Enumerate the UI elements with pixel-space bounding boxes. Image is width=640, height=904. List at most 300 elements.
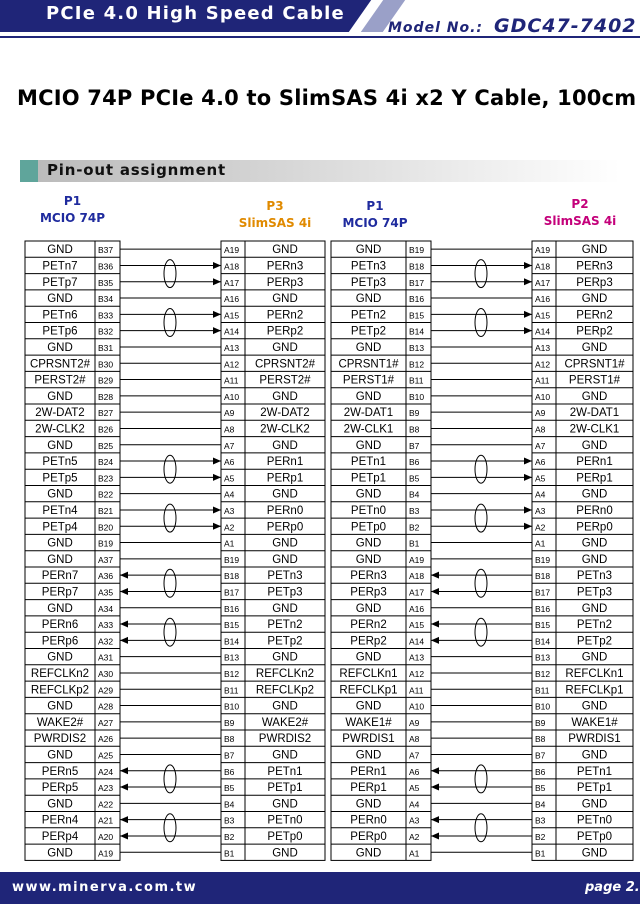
left-table-signal-right: PETp2 xyxy=(267,635,303,648)
left-table-signal-right: 2W-CLK2 xyxy=(260,423,310,436)
left-table-pin-right: B1 xyxy=(224,848,235,859)
left-table-signal-left: GND xyxy=(47,749,73,762)
left-table-signal-right: PERST2# xyxy=(259,374,311,387)
left-table-pin-left: A31 xyxy=(98,652,114,663)
right-table-signal-left: PERn3 xyxy=(350,570,387,583)
left-table-pin-left: B31 xyxy=(98,342,114,353)
left-table-signal-left: GND xyxy=(47,847,73,860)
left-table-pin-left: A33 xyxy=(98,620,114,631)
right-table-arrow-right xyxy=(524,327,532,334)
left-table-pin-right: B9 xyxy=(224,717,235,728)
p2-id: P2 xyxy=(571,197,589,211)
right-table-arrow-left xyxy=(431,767,439,774)
right-table-pin-left: A16 xyxy=(409,603,425,614)
right-table-signal-left: GND xyxy=(355,602,382,615)
left-table-signal-right: GND xyxy=(272,341,298,354)
right-table-pin-left: B9 xyxy=(409,408,420,419)
left-table-pin-right: A12 xyxy=(224,359,240,370)
right-table-signal-right: PERn0 xyxy=(576,504,613,517)
left-table-signal-left: GND xyxy=(47,700,73,713)
right-table-signal-right: GND xyxy=(581,488,608,501)
right-table-signal-left: GND xyxy=(355,488,382,501)
left-table-signal-right: GND xyxy=(272,244,298,257)
left-table-signal-left: GND xyxy=(47,244,73,257)
left-table-signal-right: GND xyxy=(272,537,298,550)
right-table-pin-right: B18 xyxy=(535,571,551,582)
right-table-pin-right: B13 xyxy=(535,652,551,663)
right-table-signal-right: PERST1# xyxy=(568,374,621,387)
left-table-pair-marker xyxy=(164,504,176,532)
left-table-signal-right: 2W-DAT2 xyxy=(260,407,310,420)
footer-url: www.minerva.com.tw xyxy=(12,880,198,895)
left-table-pin-right: A19 xyxy=(224,245,240,256)
right-table-signal-right: PERp0 xyxy=(576,521,613,534)
right-table-pin-left: A6 xyxy=(409,766,420,777)
right-table-pin-right: A3 xyxy=(535,505,546,516)
left-table-signal-right: PETp3 xyxy=(267,586,303,599)
left-table-pin-left: A20 xyxy=(98,831,114,842)
right-table-signal-left: PERn0 xyxy=(350,814,387,827)
left-table-signal-right: PERp1 xyxy=(266,472,304,485)
left-table-pair-marker xyxy=(164,618,176,646)
left-table-signal-left: GND xyxy=(47,488,73,501)
left-table-pin-left: B36 xyxy=(98,261,114,272)
left-table-pin-left: A30 xyxy=(98,668,114,679)
right-table-pin-left: A11 xyxy=(409,685,424,696)
right-table-signal-left: PETp0 xyxy=(350,521,387,534)
right-p1-id: P1 xyxy=(366,199,384,213)
left-table-pin-left: A22 xyxy=(98,799,114,810)
left-table-pin-right: A15 xyxy=(224,310,240,321)
right-p1-name: MCIO 74P xyxy=(342,216,408,230)
right-table-pin-right: B5 xyxy=(535,783,546,794)
right-table-signal-right: PERp3 xyxy=(576,276,613,289)
left-table-pin-left: A35 xyxy=(98,587,114,598)
right-table-pin-right: A7 xyxy=(535,440,546,451)
left-table-pin-right: A8 xyxy=(224,424,235,435)
right-table-signal-left: PERn1 xyxy=(350,765,387,778)
header-title: PCIe 4.0 High Speed Cable xyxy=(46,3,345,24)
right-table-arrow-left xyxy=(431,832,439,839)
right-table-signal-left: PERp1 xyxy=(350,782,387,795)
right-table-signal-right: PERn3 xyxy=(576,260,613,273)
left-table-pin-right: A6 xyxy=(224,457,235,468)
right-table-signal-left: PETn1 xyxy=(350,456,387,469)
left-table-pin-left: B33 xyxy=(98,310,114,321)
left-table-pin-left: A24 xyxy=(98,766,114,777)
right-table-signal-right: GND xyxy=(581,390,608,403)
model-number: GDC47-7402 xyxy=(494,15,637,37)
right-table-arrow-right xyxy=(524,458,532,465)
left-table-pin-right: B2 xyxy=(224,831,235,842)
left-table-pair-marker xyxy=(164,765,176,793)
right-table-signal-left: GND xyxy=(355,439,382,452)
left-table-pin-left: B34 xyxy=(98,294,114,305)
right-table-pin-left: B2 xyxy=(409,522,420,533)
left-table-signal-left: PERp6 xyxy=(41,635,79,648)
left-p1-name: MCIO 74P xyxy=(39,211,106,225)
left-table-signal-left: GND xyxy=(47,798,73,811)
right-table-pin-right: A4 xyxy=(535,489,546,500)
page-title: MCIO 74P PCIe 4.0 to SlimSAS 4i x2 Y Cable, 100cm xyxy=(17,86,637,110)
right-table-pin-right: B12 xyxy=(535,668,551,679)
right-table-arrow-right xyxy=(524,523,532,530)
right-table-pin-right: B2 xyxy=(535,831,546,842)
right-table-signal-right: REFCLKp1 xyxy=(565,684,624,697)
right-table-pin-right: B8 xyxy=(535,734,546,745)
right-table-signal-left: 2W-CLK1 xyxy=(343,423,394,436)
right-table-signal-left: PERn2 xyxy=(350,619,387,632)
left-table-signal-right: PERp0 xyxy=(266,521,304,534)
left-table-signal-right: REFCLKp2 xyxy=(255,684,315,697)
right-table-signal-right: 2W-DAT1 xyxy=(569,407,620,420)
left-table-signal-right: PWRDIS2 xyxy=(258,733,312,746)
right-table-pin-left: A15 xyxy=(409,620,425,631)
right-table-signal-left: GND xyxy=(355,798,382,811)
left-table-signal-right: PERn3 xyxy=(266,260,304,273)
right-table-pin-left: B4 xyxy=(409,489,420,500)
right-table-arrow-left xyxy=(431,816,439,823)
right-table-pin-left: B17 xyxy=(409,277,425,288)
left-table-pin-left: B24 xyxy=(98,457,114,468)
right-table-signal-right: PETp2 xyxy=(576,635,613,648)
model-label: Model No.: xyxy=(388,20,483,36)
left-table-pin-left: A19 xyxy=(98,848,114,859)
right-table-pin-left: A1 xyxy=(409,848,420,859)
left-table-signal-left: REFCLKn2 xyxy=(30,667,90,680)
left-table-signal-left: PETp5 xyxy=(42,472,78,485)
right-table-pin-right: B4 xyxy=(535,799,546,810)
right-table-pin-right: B16 xyxy=(535,603,551,614)
right-table-signal-right: WAKE1# xyxy=(571,716,618,729)
right-table-pin-left: B3 xyxy=(409,505,420,516)
left-table-signal-left: PERp7 xyxy=(41,586,79,599)
left-table-arrow-right xyxy=(213,262,221,269)
left-table-signal-left: PERp4 xyxy=(41,830,79,843)
left-table-pin-right: B5 xyxy=(224,783,235,794)
right-table-pin-right: B14 xyxy=(535,636,551,647)
right-table-signal-right: GND xyxy=(581,553,608,566)
left-table-arrow-right xyxy=(213,458,221,465)
right-table-pin-left: A8 xyxy=(409,734,420,745)
left-table-pin-right: A3 xyxy=(224,505,235,516)
right-table-pin-left: A5 xyxy=(409,783,420,794)
right-table-signal-right: PETp0 xyxy=(576,830,613,843)
right-table-pin-left: A7 xyxy=(409,750,420,761)
right-table-signal-right: PERp2 xyxy=(576,325,613,338)
left-table-pin-right: A5 xyxy=(224,473,235,484)
right-table-signal-right: GND xyxy=(581,651,608,664)
left-table-pin-right: B12 xyxy=(224,668,240,679)
right-table-signal-right: PERn1 xyxy=(576,456,613,469)
right-table-pin-left: B5 xyxy=(409,473,420,484)
left-table-pin-left: B27 xyxy=(98,408,114,419)
right-table-signal-left: PERp3 xyxy=(350,586,387,599)
right-table-signal-right: PERn2 xyxy=(576,309,613,322)
left-table-arrow-left xyxy=(120,588,128,595)
right-table-arrow-right xyxy=(524,506,532,513)
right-table-arrow-left xyxy=(431,637,439,644)
left-table-signal-right: GND xyxy=(272,847,298,860)
right-table-pin-right: A2 xyxy=(535,522,546,533)
right-table-signal-left: PERp0 xyxy=(350,830,387,843)
right-table-pin-left: A9 xyxy=(409,717,420,728)
left-table-pin-left: A28 xyxy=(98,701,114,712)
left-table-signal-left: PETp6 xyxy=(42,325,78,338)
left-table-pin-right: A9 xyxy=(224,408,235,419)
left-table-arrow-left xyxy=(120,784,128,791)
left-table-pin-right: B18 xyxy=(224,571,240,582)
right-table-pin-left: B14 xyxy=(409,326,425,337)
right-table-arrow-right xyxy=(524,474,532,481)
left-table-signal-left: PETp4 xyxy=(42,521,78,534)
right-table-signal-right: REFCLKn1 xyxy=(565,667,624,680)
left-table-pin-left: B29 xyxy=(98,375,114,386)
left-table-pin-left: B21 xyxy=(98,505,114,516)
left-table-pin-right: B15 xyxy=(224,620,240,631)
left-table-signal-left: GND xyxy=(47,651,73,664)
right-table-arrow-left xyxy=(431,572,439,579)
left-table-pin-left: B28 xyxy=(98,391,114,402)
right-table-signal-right: GND xyxy=(581,341,608,354)
left-table-signal-right: PERp2 xyxy=(266,325,304,338)
right-table-signal-left: PETn2 xyxy=(350,309,387,322)
right-table-signal-left: PETp2 xyxy=(350,325,387,338)
right-table-signal-left: CPRSNT1# xyxy=(338,358,399,371)
left-table-signal-left: PETp7 xyxy=(42,276,78,289)
left-table-pin-right: B17 xyxy=(224,587,240,598)
right-table-pin-right: A6 xyxy=(535,457,546,468)
left-table-signal-right: CPRSNT2# xyxy=(254,358,316,371)
right-table-pin-right: A19 xyxy=(535,245,551,256)
right-table-pair-marker xyxy=(475,765,487,793)
right-table-pin-right: B10 xyxy=(535,701,551,712)
right-table-arrow-right xyxy=(524,262,532,269)
right-table-pin-right: A16 xyxy=(535,294,551,305)
section-title: Pin-out assignment xyxy=(47,161,227,179)
left-table-signal-right: PETp1 xyxy=(267,782,303,795)
right-table-signal-left: REFCLKp1 xyxy=(339,684,398,697)
left-table-pin-right: B19 xyxy=(224,554,240,565)
right-table-signal-right: PWRDIS1 xyxy=(568,733,621,746)
right-table-signal-left: PERp2 xyxy=(350,635,387,648)
right-table-pin-left: A14 xyxy=(409,636,425,647)
left-table-pin-right: B6 xyxy=(224,766,235,777)
right-table-signal-right: GND xyxy=(581,537,608,550)
right-table-signal-left: GND xyxy=(355,293,382,306)
right-table-pair-marker xyxy=(475,618,487,646)
right-table-pin-right: A13 xyxy=(535,342,551,353)
p3-name: SlimSAS 4i xyxy=(238,216,312,230)
left-table-arrow-left xyxy=(120,767,128,774)
left-table-signal-left: GND xyxy=(47,553,73,566)
left-table-arrow-right xyxy=(213,474,221,481)
right-table-pin-right: A18 xyxy=(535,261,551,272)
right-table-signal-right: PETn1 xyxy=(576,765,613,778)
left-table-pin-right: A7 xyxy=(224,440,235,451)
left-table-pin-left: B23 xyxy=(98,473,114,484)
right-table-pin-left: B10 xyxy=(409,391,425,402)
right-table-pin-left: A18 xyxy=(409,571,425,582)
left-table-signal-left: CPRSNT2# xyxy=(29,358,91,371)
right-table-signal-left: GND xyxy=(355,341,382,354)
page-number: page 2. xyxy=(585,880,640,895)
left-table-arrow-left xyxy=(120,621,128,628)
right-table-pin-right: A8 xyxy=(535,424,546,435)
left-table-arrow-left xyxy=(120,832,128,839)
left-table-pin-right: A13 xyxy=(224,342,240,353)
right-table-pin-left: B19 xyxy=(409,245,425,256)
left-table-signal-left: PERn5 xyxy=(41,765,79,778)
right-table-pair-marker xyxy=(475,260,487,288)
left-table-pin-right: B8 xyxy=(224,734,235,745)
right-table-pin-right: A15 xyxy=(535,310,551,321)
right-table-pin-left: A3 xyxy=(409,815,420,826)
right-table-signal-left: WAKE1# xyxy=(345,716,392,729)
right-table-pin-right: B11 xyxy=(535,685,550,696)
left-table-pin-left: B20 xyxy=(98,522,114,533)
left-table-arrow-right xyxy=(213,523,221,530)
right-table-signal-right: PETn2 xyxy=(576,619,613,632)
left-table-pin-left: B25 xyxy=(98,440,114,451)
left-table-signal-right: GND xyxy=(272,293,298,306)
right-table-signal-left: GND xyxy=(355,700,382,713)
right-table-arrow-right xyxy=(524,278,532,285)
right-table-pin-left: A2 xyxy=(409,831,420,842)
left-table-pin-right: A16 xyxy=(224,294,240,305)
right-table-pair-marker xyxy=(475,309,487,337)
left-table-signal-right: WAKE2# xyxy=(261,716,309,729)
left-table-signal-left: GND xyxy=(47,602,73,615)
left-table-pin-left: A25 xyxy=(98,750,114,761)
left-table-arrow-left xyxy=(120,572,128,579)
left-table-pin-left: B19 xyxy=(98,538,114,549)
left-table-signal-left: PETn5 xyxy=(42,456,78,469)
left-table-pin-left: B30 xyxy=(98,359,114,370)
right-table-pin-left: B18 xyxy=(409,261,425,272)
right-table-signal-right: PETn0 xyxy=(576,814,613,827)
left-table-signal-right: PETn0 xyxy=(267,814,303,827)
left-table-signal-right: GND xyxy=(272,651,298,664)
left-table-arrow-right xyxy=(213,506,221,513)
left-table-signal-right: PERp3 xyxy=(266,276,304,289)
left-table-pin-right: A11 xyxy=(224,375,239,386)
p3-id: P3 xyxy=(266,199,284,213)
right-table-signal-right: PERp1 xyxy=(576,472,613,485)
right-table-arrow-right xyxy=(524,311,532,318)
right-table-signal-right: GND xyxy=(581,439,608,452)
right-table-pin-right: B9 xyxy=(535,717,546,728)
left-table-pin-right: A2 xyxy=(224,522,235,533)
right-table-pin-right: A1 xyxy=(535,538,546,549)
right-table-signal-left: GND xyxy=(355,244,382,257)
left-table-pair-marker xyxy=(164,260,176,288)
left-table-pin-right: B13 xyxy=(224,652,240,663)
left-table-pair-marker xyxy=(164,455,176,483)
left-table-signal-left: WAKE2# xyxy=(36,716,84,729)
right-table-pin-left: A13 xyxy=(409,652,425,663)
left-table-pin-right: B4 xyxy=(224,799,235,810)
left-table-signal-right: PETn1 xyxy=(267,765,303,778)
left-table-signal-left: PERST2# xyxy=(34,374,86,387)
left-table-signal-left: REFCLKp2 xyxy=(30,684,90,697)
left-table-pin-right: B10 xyxy=(224,701,240,712)
right-table-pin-left: B16 xyxy=(409,294,425,305)
left-table-pin-left: B37 xyxy=(98,245,114,256)
left-table-signal-left: 2W-CLK2 xyxy=(35,423,85,436)
right-table-signal-right: GND xyxy=(581,293,608,306)
left-table-signal-right: PERn0 xyxy=(266,504,304,517)
left-table-pin-left: B32 xyxy=(98,326,114,337)
left-table-pin-right: B14 xyxy=(224,636,240,647)
right-table-pin-right: A10 xyxy=(535,391,551,402)
right-table-signal-left: PETn0 xyxy=(350,504,387,517)
right-table-signal-left: GND xyxy=(355,651,382,664)
right-table-pin-right: A12 xyxy=(535,359,551,370)
right-table-pin-left: B1 xyxy=(409,538,420,549)
left-table-pin-left: A34 xyxy=(98,603,114,614)
left-table-signal-left: PERp5 xyxy=(41,782,79,795)
right-table-signal-right: CPRSNT1# xyxy=(564,358,625,371)
right-table-pin-right: A14 xyxy=(535,326,551,337)
right-table-pin-left: A19 xyxy=(409,554,425,565)
right-table-arrow-left xyxy=(431,621,439,628)
left-table-pin-left: A26 xyxy=(98,734,114,745)
left-table-pin-right: A14 xyxy=(224,326,240,337)
right-table-signal-right: GND xyxy=(581,700,608,713)
left-table-signal-right: GND xyxy=(272,798,298,811)
left-table-signal-right: GND xyxy=(272,749,298,762)
left-table-pin-right: A18 xyxy=(224,261,240,272)
right-table-pin-left: A17 xyxy=(409,587,425,598)
right-table-signal-left: GND xyxy=(355,749,382,762)
right-table-signal-right: 2W-CLK1 xyxy=(569,423,620,436)
left-table-signal-left: PWRDIS2 xyxy=(33,733,87,746)
left-table-signal-left: GND xyxy=(47,537,73,550)
right-table-signal-left: PETn3 xyxy=(350,260,387,273)
right-table-signal-right: GND xyxy=(581,798,608,811)
left-table-signal-right: GND xyxy=(272,700,298,713)
left-table-pin-right: A4 xyxy=(224,489,235,500)
right-table-signal-left: PETp1 xyxy=(350,472,387,485)
right-table-pin-left: A10 xyxy=(409,701,425,712)
left-table-pin-left: B22 xyxy=(98,489,114,500)
left-table-signal-left: PERn6 xyxy=(41,619,79,632)
right-table-pin-left: A12 xyxy=(409,668,425,679)
right-table-signal-left: PETp3 xyxy=(350,276,387,289)
right-table-pin-left: B13 xyxy=(409,342,425,353)
left-table-arrow-right xyxy=(213,327,221,334)
right-table-pin-right: B1 xyxy=(535,848,546,859)
left-table-pin-left: B35 xyxy=(98,277,114,288)
left-table-signal-right: PETn3 xyxy=(267,570,303,583)
right-table-signal-right: GND xyxy=(581,244,608,257)
left-table-signal-left: GND xyxy=(47,390,73,403)
left-table-signal-right: PERn2 xyxy=(266,309,304,322)
left-table-pin-left: A29 xyxy=(98,685,114,696)
right-table-signal-left: PWRDIS1 xyxy=(342,733,395,746)
right-table-pin-left: B8 xyxy=(409,424,420,435)
left-table-signal-left: GND xyxy=(47,293,73,306)
left-table-signal-right: PERn1 xyxy=(266,456,304,469)
left-table-pin-right: B7 xyxy=(224,750,235,761)
right-table-pair-marker xyxy=(475,455,487,483)
left-p1-id: P1 xyxy=(63,194,82,208)
right-table-pin-left: A4 xyxy=(409,799,420,810)
right-table-pin-right: B17 xyxy=(535,587,551,598)
right-table-pair-marker xyxy=(475,814,487,842)
left-table-signal-left: GND xyxy=(47,439,73,452)
